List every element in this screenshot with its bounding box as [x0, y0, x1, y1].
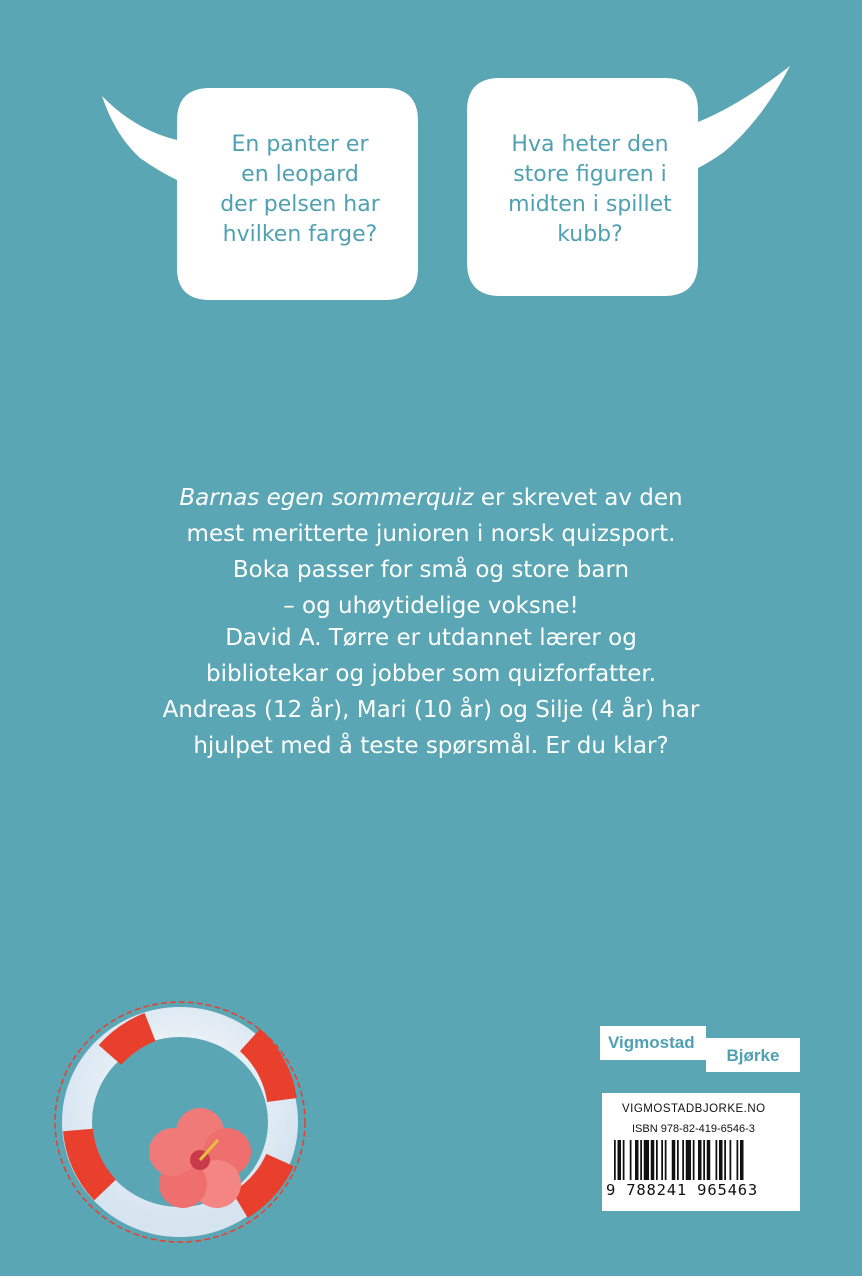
blurb-paragraph-1: Barnas egen sommerquiz er skrevet av den mest meritterte junioren i norsk quizsport. Boka passer for små og store barn – og uhøytidelige voksne! — [179, 485, 683, 619]
life-ring-icon — [50, 1000, 310, 1250]
blurb-paragraph-2: David A. Tørre er utdannet lærer og bibliotekar og jobber som quizforfatter. Andreas (12 år), Mari (10 år) og Silje (4 år) har hjulpet med å teste spørsmål. Er du klar? — [162, 625, 700, 759]
barcode-digits: 9 788241 965463 — [606, 1181, 758, 1199]
barcode-panel — [602, 1093, 800, 1211]
barcode-icon — [614, 1140, 790, 1182]
isbn-number: ISBN 978-82-419-6546-3 — [632, 1123, 755, 1135]
bubble-left-text: En panter er en leopard der pelsen har hvilken farge? — [220, 132, 380, 247]
hibiscus-flower-icon — [149, 1108, 251, 1208]
publisher-website: VIGMOSTADBJORKE.NO — [622, 1103, 766, 1115]
publisher-logo-part1: Vigmostad — [600, 1026, 706, 1060]
speech-bubble-left — [0, 0, 862, 320]
bubble-right-text: Hva heter den store figuren i midten i spillet kubb? — [508, 132, 672, 247]
publisher-logo-part2: Bjørke — [706, 1038, 800, 1072]
